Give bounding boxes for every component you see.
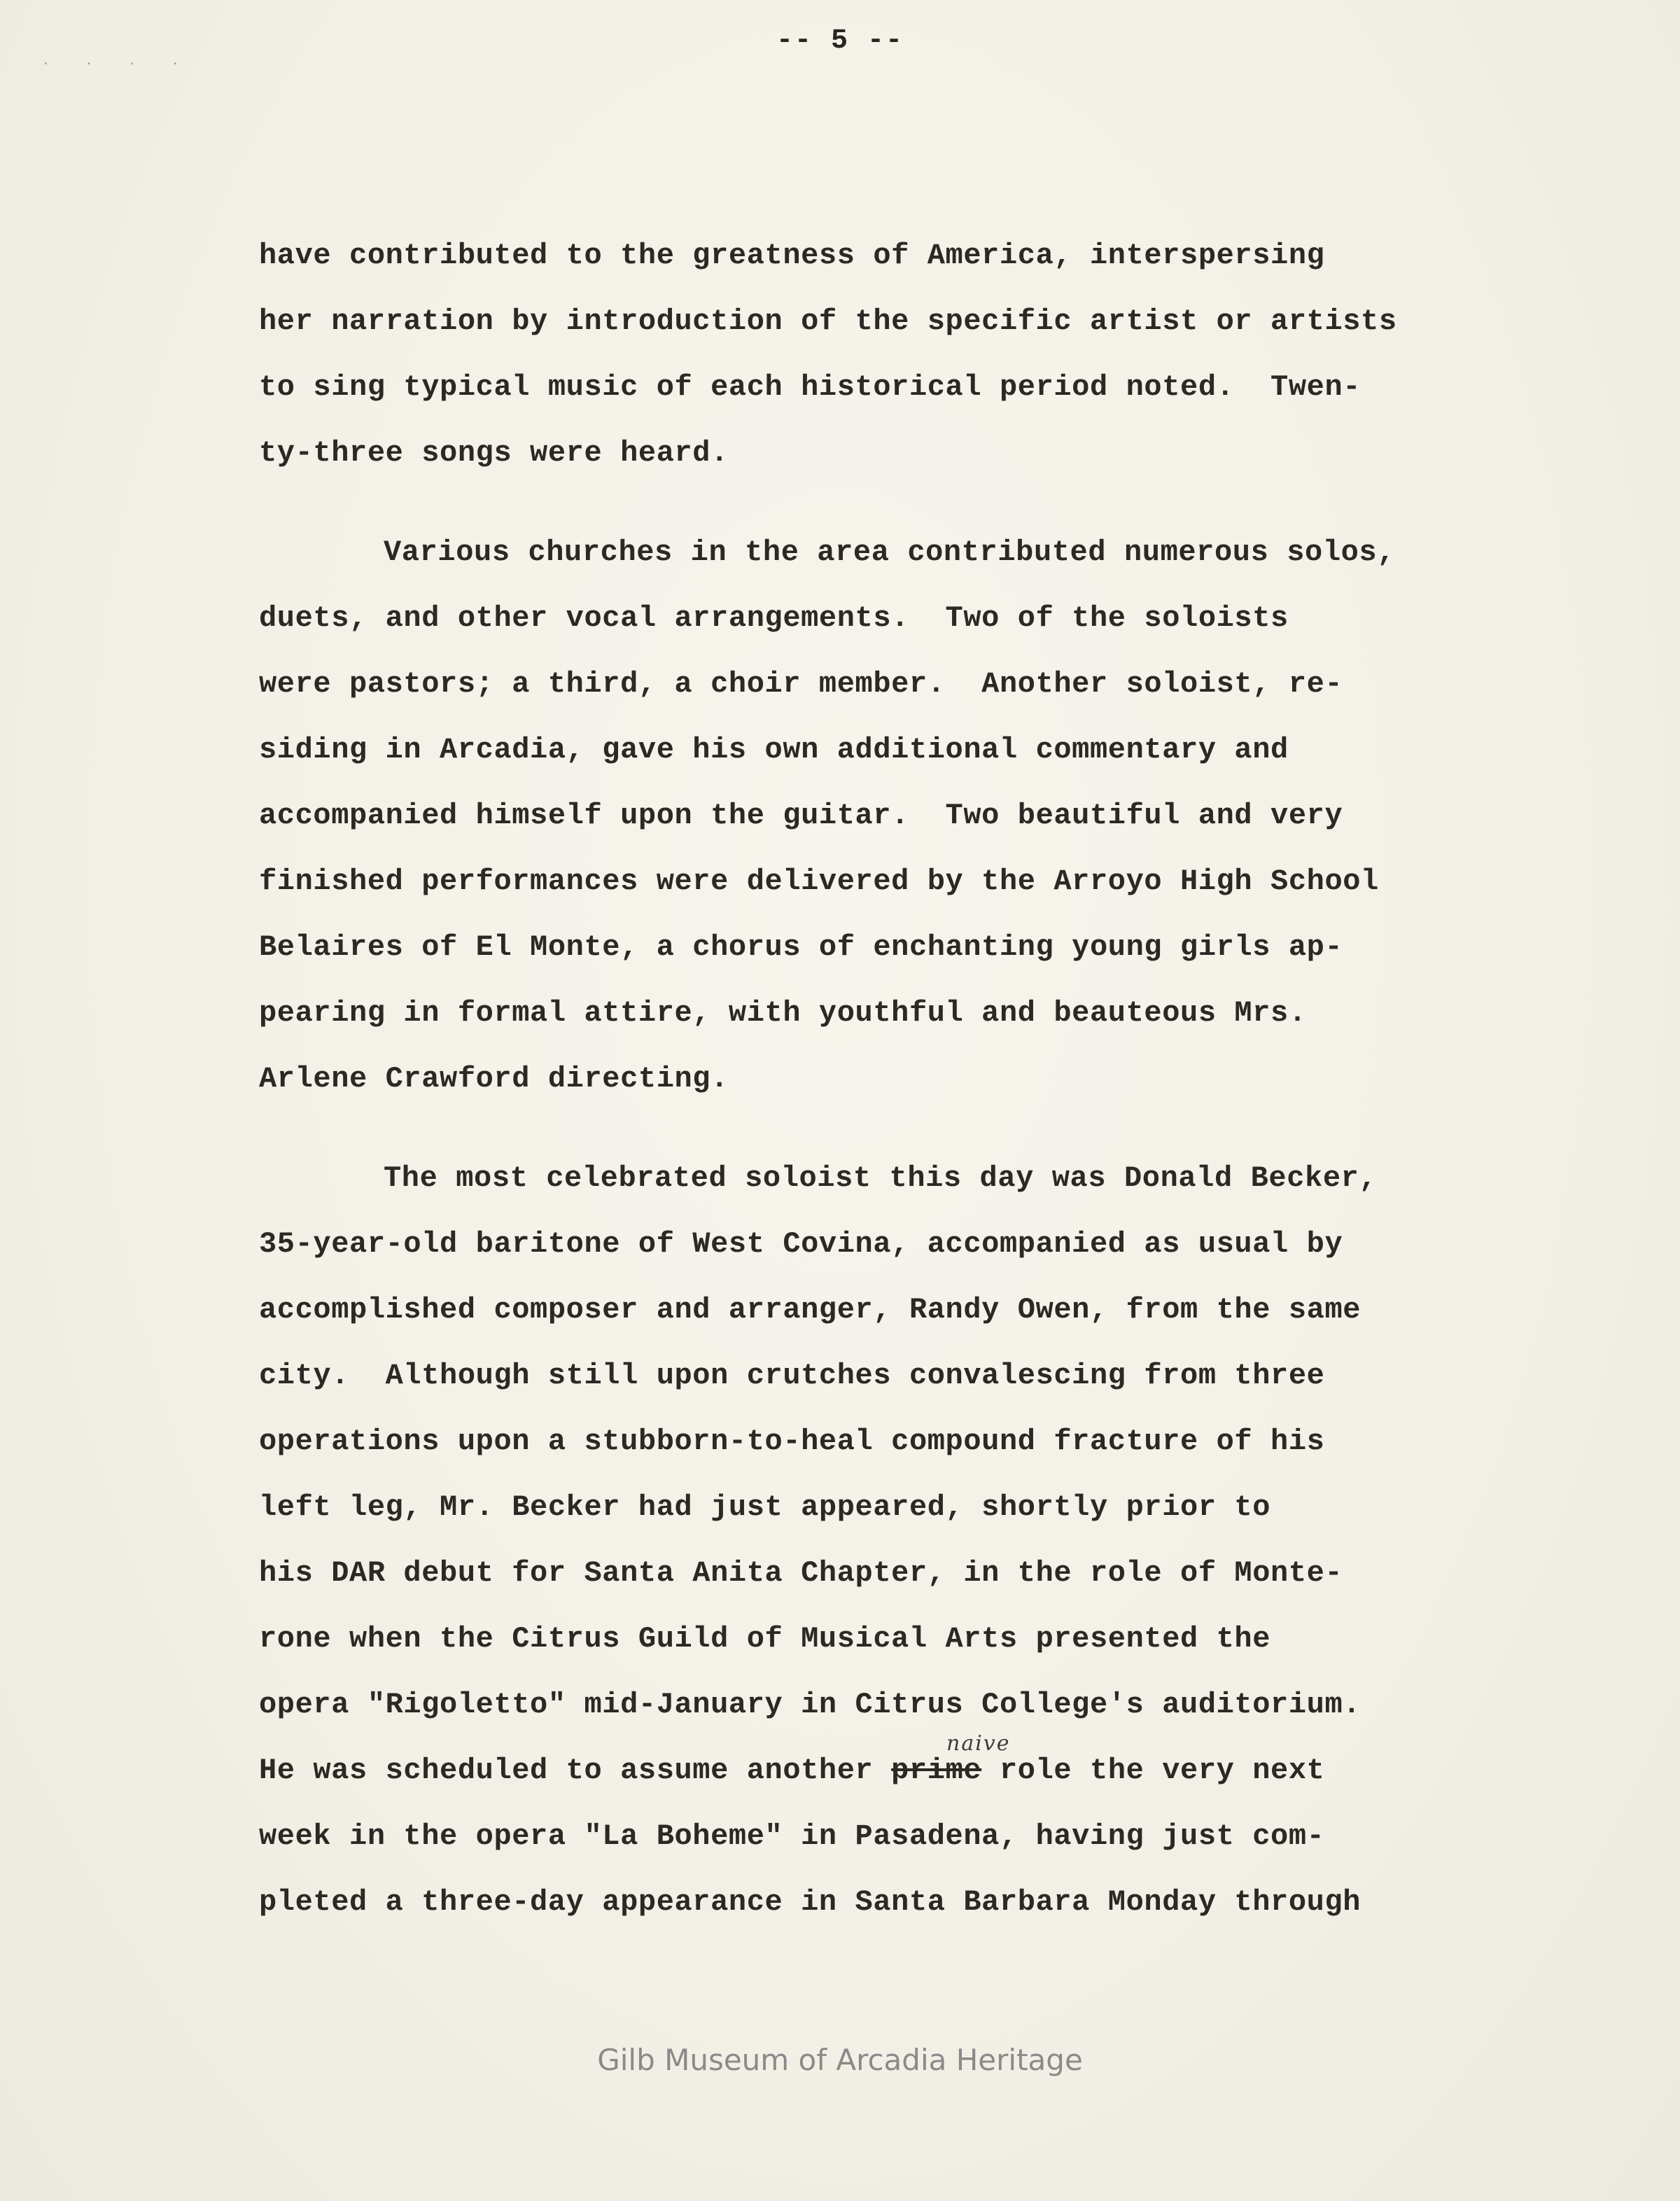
text-line: to sing typical music of each historical period noted. Twen- (259, 370, 1362, 404)
text-line: accompanied himself upon the guitar. Two beautiful and very (259, 799, 1343, 832)
body-text (259, 223, 1540, 1935)
page-number: -- 5 -- (776, 25, 904, 57)
text-line: Arlene Crawford directing. (259, 1062, 729, 1096)
text-line: have contributed to the greatness of America, interspersing (259, 239, 1325, 272)
text-line: ty-three songs were heard. (259, 436, 729, 470)
text-line: accomplished composer and arranger, Randy Owen, from the same (259, 1293, 1362, 1327)
text-line: operations upon a stubborn-to-heal compound fracture of his (259, 1425, 1325, 1458)
paragraph-3 (259, 1145, 1540, 1935)
text-line: her narration by introduction of the specific artist or artists (259, 305, 1397, 338)
paragraph-2 (259, 519, 1540, 1112)
handwritten-correction: naive (946, 1731, 1011, 1756)
text-line: siding in Arcadia, gave his own additional commentary and (259, 733, 1289, 767)
text-line: rone when the Citrus Guild of Musical Arts presented the (259, 1622, 1271, 1656)
text-line-with-correction (259, 1738, 1540, 1803)
text-line: finished performances were delivered by the Arroyo High School (259, 865, 1379, 898)
text-line: his DAR debut for Santa Anita Chapter, in the role of Monte- (259, 1556, 1343, 1590)
text-line: left leg, Mr. Becker had just appeared, shortly prior to (259, 1490, 1271, 1524)
text-line: Belaires of El Monte, a chorus of enchanting young girls ap- (259, 930, 1343, 964)
paragraph-1 (259, 223, 1540, 486)
text-line: Various churches in the area contributed numerous solos, (384, 536, 1396, 569)
line-end: role the very next (981, 1754, 1325, 1787)
text-line: opera "Rigoletto" mid-January in Citrus College's auditorium. (259, 1688, 1362, 1721)
text-line: city. Although still upon crutches convalescing from three (259, 1359, 1325, 1392)
text-line: 35-year-old baritone of West Covina, accompanied as usual by (259, 1227, 1343, 1261)
text-line: week in the opera "La Boheme" in Pasadena, having just com- (259, 1819, 1325, 1853)
text-line: The most celebrated soloist this day was Donald Becker, (384, 1161, 1378, 1195)
watermark: Gilb Museum of Arcadia Heritage (597, 2043, 1083, 2077)
scan-marks: . . . . (42, 55, 193, 69)
text-line: pleted a three-day appearance in Santa Barbara Monday through (259, 1885, 1362, 1919)
text-line: pearing in formal attire, with youthful and beauteous Mrs. (259, 996, 1307, 1030)
text-line: were pastors; a third, a choir member. Another soloist, re- (259, 667, 1343, 701)
struck-word: prime (891, 1754, 982, 1787)
text-line: duets, and other vocal arrangements. Two of the soloists (259, 601, 1289, 635)
line-start: He was scheduled to assume another (259, 1754, 892, 1787)
